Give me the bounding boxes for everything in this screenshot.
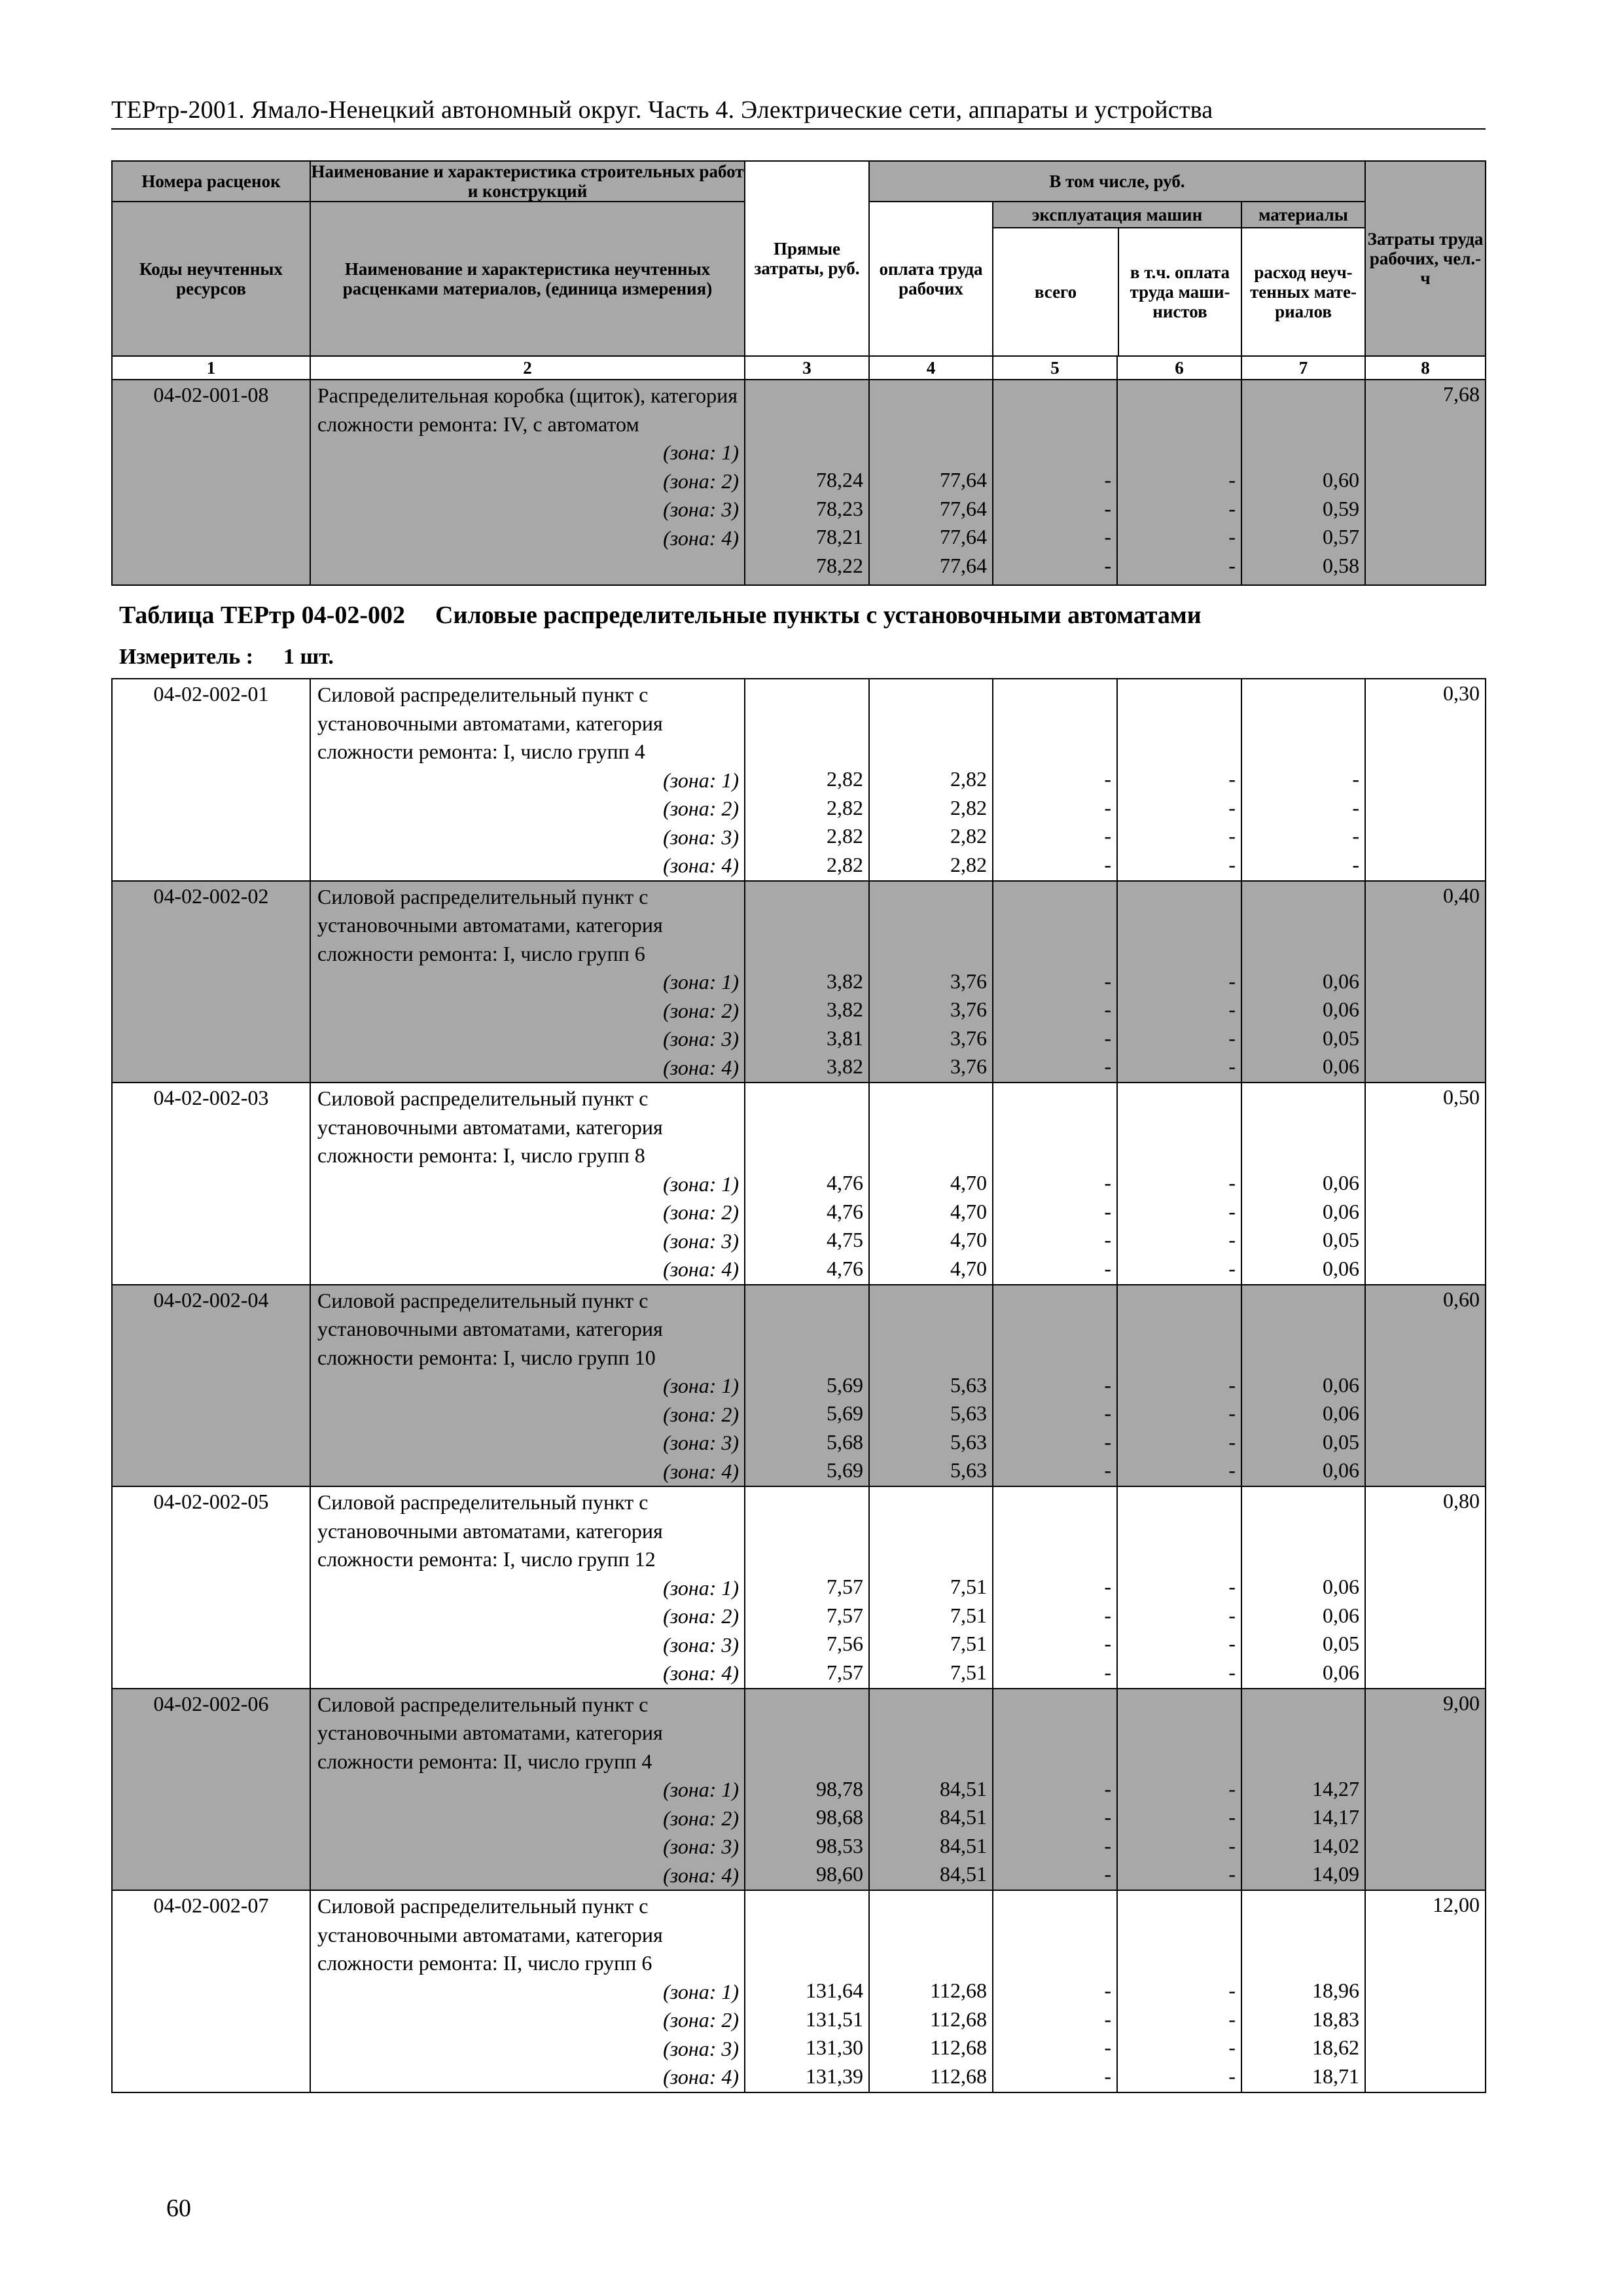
machinists-value: -: [1228, 1660, 1236, 1684]
wages-value: 2,82: [950, 824, 987, 848]
zone-label: (зона: 3): [663, 825, 739, 849]
zone-label: (зона: 3): [663, 497, 739, 521]
zone-label: (зона: 4): [663, 1661, 739, 1685]
wages-value: 84,51: [940, 1805, 987, 1829]
wages-value: 5,63: [950, 1372, 987, 1397]
zone-label: (зона: 2): [663, 1200, 739, 1224]
table-row: [112, 1083, 1486, 1285]
wages-value: 112,68: [930, 1979, 987, 2002]
machinists-value: -: [1228, 525, 1236, 548]
header-rule: [111, 128, 1486, 130]
machines-value: -: [1104, 1372, 1111, 1397]
labor-value: 0,60: [1443, 1287, 1480, 1311]
machinists-value: -: [1228, 1372, 1236, 1397]
col2-bottom-header: Наименование и характеристика неучтенных расценками материалов, (единица измерения): [310, 202, 745, 356]
zone-label: (зона: 2): [663, 1604, 739, 1628]
machinists-value: -: [1228, 795, 1236, 819]
zone-label: (зона: 1): [663, 970, 739, 994]
direct-cost: 7,57: [827, 1603, 863, 1627]
wages-value: 3,76: [950, 997, 987, 1021]
zone-label: (зона: 3): [663, 1027, 739, 1050]
machines-value: -: [1104, 1256, 1111, 1280]
wages-value: 5,63: [950, 1401, 987, 1425]
wages-value: 3,76: [950, 1054, 987, 1078]
table-caption: [119, 601, 1202, 630]
zone-label: (зона: 1): [663, 440, 739, 464]
wages-value: 84,51: [940, 1833, 987, 1857]
machinists-value: -: [1228, 767, 1236, 791]
materials-value: 18,96: [1312, 1979, 1359, 2002]
zone-label: (зона: 3): [663, 1835, 739, 1858]
machines-value: -: [1104, 1228, 1111, 1251]
direct-cost: 5,69: [827, 1401, 863, 1425]
direct-cost: 7,56: [827, 1632, 863, 1655]
wages-value: 77,64: [940, 496, 987, 520]
zone-label: (зона: 1): [663, 1374, 739, 1397]
machinists-value: -: [1228, 2064, 1236, 2088]
rate-code: 04-02-002-07: [112, 1890, 310, 2092]
wages-value: 3,76: [950, 969, 987, 993]
machinists-value: -: [1228, 1575, 1236, 1598]
machines-value: -: [1104, 553, 1111, 577]
materials-value: 18,62: [1312, 2036, 1359, 2059]
materials-value: 0,58: [1323, 553, 1359, 577]
table-row: [112, 1890, 1486, 2092]
col-number-6: 6: [1117, 356, 1241, 380]
wages-header: оплата труда рабочих: [869, 202, 993, 356]
materials-value: 0,06: [1323, 1458, 1359, 1482]
materials-value: 14,02: [1312, 1833, 1359, 1857]
zone-label: (зона: 4): [663, 1863, 739, 1887]
wages-value: 5,63: [950, 1429, 987, 1454]
wages-value: 84,51: [940, 1862, 987, 1886]
machinists-value: -: [1228, 969, 1236, 993]
labor-value: 0,30: [1443, 681, 1480, 705]
direct-cost: 3,81: [827, 1026, 863, 1050]
materials-value: 0,06: [1323, 1603, 1359, 1627]
materials-value: 0,06: [1323, 1575, 1359, 1598]
machinists-value: -: [1228, 1979, 1236, 2002]
col-number-8: 8: [1365, 356, 1486, 380]
machines-value: -: [1104, 1660, 1111, 1684]
direct-cost: 3,82: [827, 1054, 863, 1078]
machines-value: -: [1104, 1632, 1111, 1655]
col1-top-header: Номера расценок: [112, 161, 310, 202]
machines-value: -: [1104, 795, 1111, 819]
direct-cost: 2,82: [827, 795, 863, 819]
machinists-value: -: [1228, 997, 1236, 1021]
machinists-value: -: [1228, 468, 1236, 492]
direct-cost: 98,78: [816, 1776, 863, 1801]
direct-cost: 2,82: [827, 824, 863, 848]
wages-value: 7,51: [950, 1660, 987, 1684]
wages-value: 5,63: [950, 1458, 987, 1482]
machines-value: -: [1104, 1979, 1111, 2002]
direct-cost: 131,64: [806, 1979, 863, 2002]
rate-code: 04-02-001-08: [112, 380, 310, 585]
zone-label: (зона: 4): [663, 1257, 739, 1281]
machinists-value: -: [1228, 1401, 1236, 1425]
rate-code: 04-02-002-03: [112, 1083, 310, 1285]
machines-value: -: [1104, 525, 1111, 548]
table-row: [112, 380, 1486, 585]
machinists-value: -: [1228, 2007, 1236, 2031]
direct-cost: 98,53: [816, 1833, 863, 1857]
materials-value: 14,27: [1312, 1776, 1359, 1801]
zone-label: (зона: 2): [663, 469, 739, 493]
col-number-3: 3: [745, 356, 869, 380]
direct-cost: 2,82: [827, 852, 863, 876]
measure-value: 1 шт.: [283, 645, 334, 669]
materials-value: 0,06: [1323, 1199, 1359, 1223]
wages-value: 112,68: [930, 2036, 987, 2059]
machines-value: -: [1104, 767, 1111, 791]
wages-value: 77,64: [940, 553, 987, 577]
materials-value: 0,57: [1323, 525, 1359, 548]
zone-label: (зона: 3): [663, 1431, 739, 1454]
measure-line: [119, 645, 334, 670]
materials-value: 0,06: [1323, 969, 1359, 993]
rates-table-04-02-002: [111, 678, 1486, 2093]
labor-value: 7,68: [1443, 382, 1480, 406]
labor-costs-header: Затраты труда рабочих, чел.-ч: [1365, 161, 1486, 356]
wages-value: 2,82: [950, 795, 987, 819]
zone-label: (зона: 4): [663, 526, 739, 550]
direct-cost: 2,82: [827, 767, 863, 791]
table-row: [112, 1689, 1486, 1891]
wages-value: 77,64: [940, 468, 987, 492]
rate-name: Силовой распределительный пункт с установочными автоматами, категория сложности ремонта: II, число групп 6: [317, 1894, 663, 1975]
rate-code: 04-02-002-04: [112, 1285, 310, 1487]
materials-value: 0,05: [1323, 1429, 1359, 1454]
included-header: В том числе, руб.: [869, 161, 1365, 202]
materials-consumption-header: расход неуч-тенных мате-риалов: [1250, 262, 1357, 321]
rate-code: 04-02-002-01: [112, 679, 310, 881]
materials-value: 0,05: [1323, 1026, 1359, 1050]
materials-value: 18,83: [1312, 2007, 1359, 2031]
direct-cost: 131,51: [806, 2007, 863, 2031]
machinists-value: -: [1228, 824, 1236, 848]
col-number-1: 1: [112, 356, 310, 380]
wages-value: 112,68: [930, 2007, 987, 2031]
materials-value: -: [1352, 852, 1359, 876]
table-id: Таблица ТЕРтр 04-02-002: [119, 601, 406, 629]
machines-value: -: [1104, 1171, 1111, 1194]
rates-table-top: [111, 160, 1486, 586]
col-number-5: 5: [993, 356, 1117, 380]
machinists-value: -: [1228, 1833, 1236, 1857]
materials-value: 0,06: [1323, 1660, 1359, 1684]
machinists-value: -: [1228, 1026, 1236, 1050]
machines-value: -: [1104, 1575, 1111, 1598]
machines-header: эксплуатация машин: [993, 202, 1241, 228]
materials-value: 0,06: [1323, 997, 1359, 1021]
materials-value: 0,06: [1323, 1054, 1359, 1078]
direct-cost: 131,30: [806, 2036, 863, 2059]
labor-value: 0,80: [1443, 1489, 1480, 1513]
table-row: [112, 881, 1486, 1083]
materials-value: 0,05: [1323, 1228, 1359, 1251]
machines-value: -: [1104, 2036, 1111, 2059]
rate-name: Силовой распределительный пункт с установочными автоматами, категория сложности ремонта: I, число групп 12: [317, 1490, 663, 1571]
wages-value: 3,76: [950, 1026, 987, 1050]
col-number-2: 2: [310, 356, 745, 380]
rate-code: 04-02-002-02: [112, 881, 310, 1083]
machinists-value: -: [1228, 852, 1236, 876]
rate-name: Силовой распределительный пункт с установочными автоматами, категория сложности ремонта: I, число групп 6: [317, 884, 663, 965]
wages-value: 7,51: [950, 1575, 987, 1598]
wages-value: 2,82: [950, 767, 987, 791]
materials-value: -: [1352, 824, 1359, 848]
materials-value: 0,06: [1323, 1171, 1359, 1194]
machines-value: -: [1104, 1054, 1111, 1078]
direct-cost: 78,23: [816, 496, 863, 520]
machines-value: -: [1104, 1026, 1111, 1050]
rate-name: Силовой распределительный пункт с установочными автоматами, категория сложности ремонта: I, число групп 10: [317, 1288, 663, 1369]
machines-value: -: [1104, 496, 1111, 520]
machines-value: -: [1104, 468, 1111, 492]
wages-value: 4,70: [950, 1228, 987, 1251]
direct-cost: 5,69: [827, 1458, 863, 1482]
col-number-4: 4: [869, 356, 993, 380]
direct-cost: 4,76: [827, 1171, 863, 1194]
labor-value: 12,00: [1433, 1893, 1480, 1916]
machinists-wages-header: в т.ч. оплата труда маши-нистов: [1130, 262, 1230, 321]
machines-value: -: [1104, 824, 1111, 848]
wages-value: 77,64: [940, 525, 987, 548]
machines-value: -: [1104, 1429, 1111, 1454]
machinists-value: -: [1228, 1228, 1236, 1251]
machines-value: -: [1104, 1603, 1111, 1627]
table-row: [112, 1285, 1486, 1487]
zone-label: (зона: 4): [663, 2065, 739, 2089]
machinists-value: -: [1228, 1171, 1236, 1194]
direct-cost: 78,21: [816, 525, 863, 548]
machinists-value: -: [1228, 1429, 1236, 1454]
zone-label: (зона: 1): [663, 1778, 739, 1801]
wages-value: 2,82: [950, 852, 987, 876]
machinists-value: -: [1228, 1458, 1236, 1482]
materials-value: -: [1352, 767, 1359, 791]
direct-cost: 3,82: [827, 997, 863, 1021]
direct-cost: 78,24: [816, 468, 863, 492]
machines-value: -: [1104, 1833, 1111, 1857]
machines-value: -: [1104, 2064, 1111, 2088]
materials-value: 18,71: [1312, 2064, 1359, 2088]
col1-bottom-header: Коды неучтенных ресурсов: [112, 202, 310, 356]
machinists-value: -: [1228, 2036, 1236, 2059]
machines-value: -: [1104, 1401, 1111, 1425]
direct-cost: 4,75: [827, 1228, 863, 1251]
machines-value: -: [1104, 1776, 1111, 1801]
machinists-value: -: [1228, 1632, 1236, 1655]
zone-label: (зона: 4): [663, 853, 739, 877]
direct-cost: 98,68: [816, 1805, 863, 1829]
zone-label: (зона: 2): [663, 998, 739, 1022]
rate-name: Силовой распределительный пункт с установочными автоматами, категория сложности ремонта: I, число групп 8: [317, 1086, 663, 1167]
machinists-value: -: [1228, 496, 1236, 520]
page-number: 60: [166, 2195, 191, 2222]
direct-cost: 4,76: [827, 1256, 863, 1280]
materials-value: -: [1352, 795, 1359, 819]
machines-value: -: [1104, 1458, 1111, 1482]
direct-costs-header: Прямые затраты, руб.: [745, 161, 869, 356]
col2-top-header: Наименование и характеристика строительных работ и конструкций: [311, 162, 744, 201]
zone-label: (зона: 2): [663, 1806, 739, 1830]
zone-label: (зона: 2): [663, 2008, 739, 2032]
table-title: Силовые распределительные пункты с установочными автоматами: [435, 601, 1202, 629]
wages-value: 84,51: [940, 1776, 987, 1801]
materials-value: 0,60: [1323, 468, 1359, 492]
labor-value: 0,40: [1443, 883, 1480, 907]
zone-label: (зона: 4): [663, 1055, 739, 1079]
wages-value: 7,51: [950, 1603, 987, 1627]
machines-value: -: [1104, 969, 1111, 993]
machines-value: -: [1104, 1805, 1111, 1829]
running-header: ТЕРтр-2001. Ямало-Ненецкий автономный округ. Часть 4. Электрические сети, аппараты и устройства: [111, 96, 1213, 124]
rate-name: Силовой распределительный пункт с установочными автоматами, категория сложности ремонта: II, число групп 4: [317, 1692, 663, 1773]
materials-value: 0,05: [1323, 1632, 1359, 1655]
machinists-value: -: [1228, 1862, 1236, 1886]
rate-name: Силовой распределительный пункт с установочными автоматами, категория сложности ремонта: I, число групп 4: [317, 683, 663, 763]
table-row: [112, 679, 1486, 881]
machinists-value: -: [1228, 1256, 1236, 1280]
direct-cost: 7,57: [827, 1660, 863, 1684]
labor-value: 9,00: [1443, 1691, 1480, 1715]
materials-value: 14,09: [1312, 1862, 1359, 1886]
zone-label: (зона: 2): [663, 1402, 739, 1426]
zone-label: (зона: 1): [663, 1172, 739, 1196]
machines-value: -: [1104, 852, 1111, 876]
direct-cost: 5,68: [827, 1429, 863, 1454]
materials-value: 0,06: [1323, 1401, 1359, 1425]
machinists-value: -: [1228, 1054, 1236, 1078]
rate-code: 04-02-002-05: [112, 1486, 310, 1689]
zone-label: (зона: 3): [663, 1229, 739, 1253]
table-row: [112, 1486, 1486, 1689]
direct-cost: 131,39: [806, 2064, 863, 2088]
machines-total-header: всего: [993, 228, 1119, 355]
wages-value: 7,51: [950, 1632, 987, 1655]
machines-value: -: [1104, 2007, 1111, 2031]
machinists-value: -: [1228, 1805, 1236, 1829]
wages-value: 4,70: [950, 1256, 987, 1280]
machinists-value: -: [1228, 1603, 1236, 1627]
machines-value: -: [1104, 1199, 1111, 1223]
materials-value: 0,06: [1323, 1256, 1359, 1280]
wages-value: 4,70: [950, 1171, 987, 1194]
wages-value: 112,68: [930, 2064, 987, 2088]
materials-header: материалы: [1242, 202, 1364, 228]
zone-label: (зона: 2): [663, 797, 739, 820]
materials-value: 0,59: [1323, 496, 1359, 520]
direct-cost: 78,22: [816, 553, 863, 577]
direct-cost: 98,60: [816, 1862, 863, 1886]
zone-label: (зона: 3): [663, 2036, 739, 2060]
zone-label: (зона: 3): [663, 1632, 739, 1657]
machinists-value: -: [1228, 553, 1236, 577]
col-number-7: 7: [1241, 356, 1365, 380]
measure-label: Измеритель :: [119, 645, 254, 669]
machinists-value: -: [1228, 1776, 1236, 1801]
labor-value: 0,50: [1443, 1085, 1480, 1109]
zone-label: (зона: 1): [663, 768, 739, 792]
direct-cost: 4,76: [827, 1199, 863, 1223]
zone-label: (зона: 1): [663, 1575, 739, 1600]
zone-label: (зона: 4): [663, 1459, 739, 1483]
machines-value: -: [1104, 997, 1111, 1021]
materials-value: 14,17: [1312, 1805, 1359, 1829]
direct-cost: 7,57: [827, 1575, 863, 1598]
direct-cost: 5,69: [827, 1372, 863, 1397]
materials-value: 0,06: [1323, 1372, 1359, 1397]
zone-label: (зона: 1): [663, 1979, 739, 2003]
wages-value: 4,70: [950, 1199, 987, 1223]
machinists-value: -: [1228, 1199, 1236, 1223]
rate-code: 04-02-002-06: [112, 1689, 310, 1891]
machines-value: -: [1104, 1862, 1111, 1886]
rate-name: Распределительная коробка (щиток), категория сложности ремонта: IV, с автоматом: [317, 384, 738, 436]
direct-cost: 3,82: [827, 969, 863, 993]
